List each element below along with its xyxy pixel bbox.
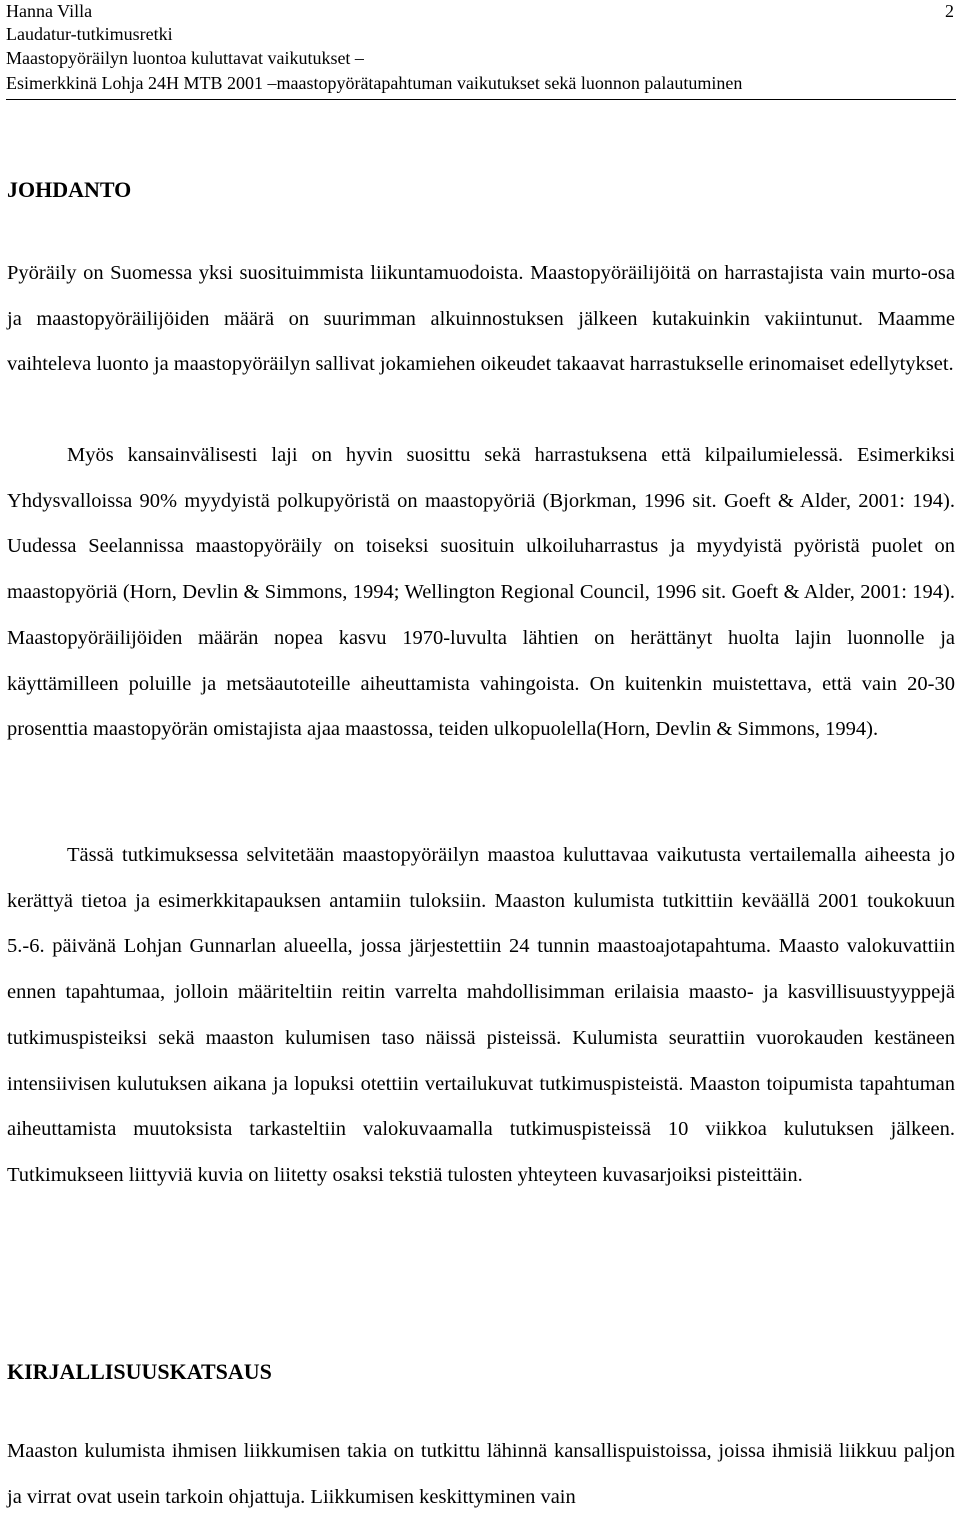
page-header (6, 0, 956, 100)
intro-paragraph-1: Pyöräily on Suomessa yksi suosituimmista liikuntamuodoista. Maastopyöräilijöitä on harrastajista vain murto-osa ja maastopyöräilijöiden määrä on suurimman alkuinnostuksen jälkeen kutakuinkin vakiintunut. Maamme vaihteleva luonto ja maastopyöräilyn sallivat jokamiehen oikeudet takaavat harrastukselle erinomaiset edellytykset. (7, 262, 955, 376)
section-heading-intro: JOHDANTO (7, 177, 132, 202)
header-author: Hanna Villa (6, 1, 93, 21)
header-thesis-type: Laudatur-tutkimusretki (6, 24, 173, 44)
intro-paragraph-3: Tässä tutkimuksessa selvitetään maastopyöräilyn maastoa kuluttavaa vaikutusta vertailemalla aiheesta jo kerättyä tietoa ja esimerkkitapauksen antamiin tuloksiin. Maaston kulumista tutkittiin keväällä 2001 toukokuun 5.-6. päivänä Lohjan Gunnarlan alueella, jossa järjestettiin 24 tunnin maastoajotapahtuma. Maasto valokuvattiin ennen tapahtumaa, jolloin määriteltiin reitin varrelta mahdollisimman erilaisia maasto- ja kasvillisuustyyppejä tutkimuspisteiksi sekä maaston kulumisen taso näissä pisteissä. Kulumista seurattiin vuorokauden kestäneen intensiivisen kulutuksen aikana ja lopuksi otettiin vertailukuvat tutkimuspisteistä. Maaston toipumista tapahtuman aiheuttamista muutoksista tarkasteltiin valokuvaamalla tutkimuspisteissä 10 viikkoa kulutuksen jälkeen. Tutkimukseen liittyviä kuvia on liitetty osaksi tekstiä tulosten yhteyteen kuvasarjoiksi pisteittäin. (7, 844, 955, 1186)
page-number: 2 (945, 1, 954, 21)
intro-paragraph-2: Myös kansainvälisesti laji on hyvin suosittu sekä harrastuksena että kilpailumielessä. Esimerkiksi Yhdysvalloissa 90% myydyistä polkupyöristä on maastopyöriä (Bjorkman, 1996 sit. Goeft & Alder, 2001: 194). Uudessa Seelannissa maastopyöräily on toiseksi suosituin ulkoiluharrastus ja myydyistä pyöristä puolet on maastopyöriä (Horn, Devlin & Simmons, 1994; Wellington Regional Council, 1996 sit. Goeft & Alder, 2001: 194). Maastopyöräilijöiden määrän nopea kasvu 1970-luvulta lähtien on herättänyt huolta lajin luonnolle ja käyttämilleen poluille ja metsäautoteille aiheuttamista vahingoista. On kuitenkin muistettava, että vain 20-30 prosenttia maastopyörän omistajista ajaa maastossa, teiden ulkopuolella(Horn, Devlin & Simmons, 1994). (7, 444, 955, 741)
header-title: Maastopyöräilyn luontoa kuluttavat vaikutukset – (6, 48, 364, 68)
header-subtitle: Esimerkkinä Lohja 24H MTB 2001 –maastopyörätapahtuman vaikutukset sekä luonnon palautuminen (6, 73, 743, 93)
review-paragraph-1: Maaston kulumista ihmisen liikkumisen takia on tutkittu lähinnä kansallispuistoissa, joissa ihmisiä liikkuu paljon ja virrat ovat usein tarkoin ohjattuja. Liikkumisen keskittyminen vain (7, 1440, 955, 1508)
section-heading-literature-review: KIRJALLISUUSKATSAUS (7, 1359, 272, 1384)
